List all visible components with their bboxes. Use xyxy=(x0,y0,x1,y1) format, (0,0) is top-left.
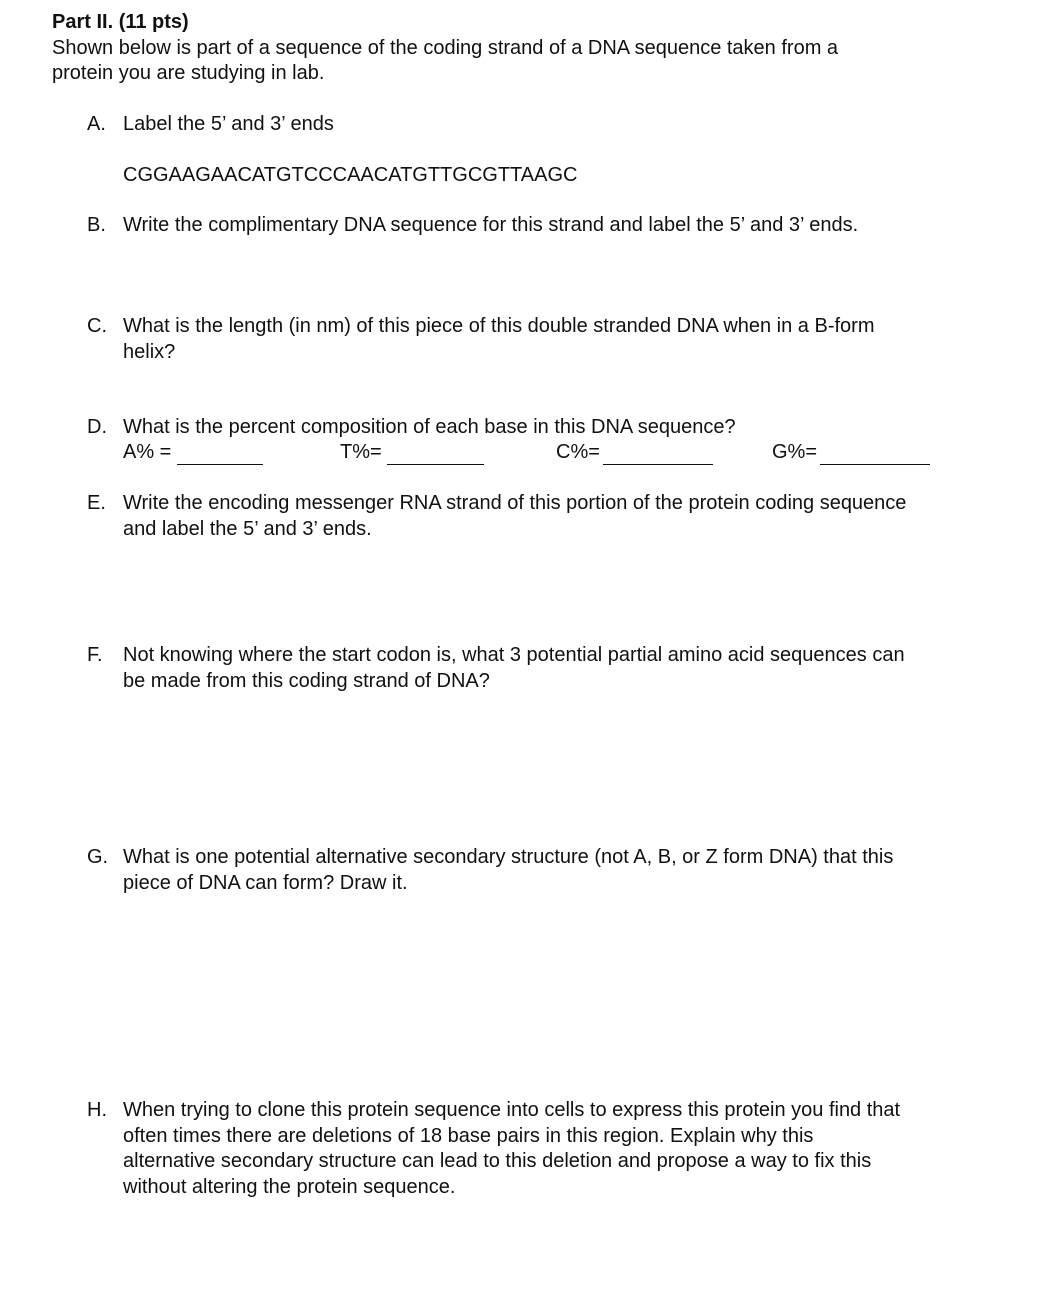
question-a-letter: A. xyxy=(87,113,106,135)
c-percent-blank[interactable] xyxy=(603,464,713,465)
a-percent-label: A% = xyxy=(123,441,172,463)
question-f-line-1: Not knowing where the start codon is, what 3 potential partial amino acid sequences can xyxy=(123,644,905,666)
a-percent-blank[interactable] xyxy=(177,464,263,465)
question-g-letter: G. xyxy=(87,846,109,868)
question-h-letter: H. xyxy=(87,1099,107,1121)
question-c-line-2: helix? xyxy=(123,340,176,363)
question-e-line-2: and label the 5’ and 3’ ends. xyxy=(123,517,372,540)
question-b-text: Write the complimentary DNA sequence for this strand and label the 5’ and 3’ ends. xyxy=(123,214,859,236)
intro-line-2: protein you are studying in lab. xyxy=(52,62,325,84)
g-percent-blank[interactable] xyxy=(820,464,930,465)
question-g-line-2: piece of DNA can form? Draw it. xyxy=(123,871,408,894)
c-percent-label: C%= xyxy=(556,441,600,463)
question-h-line-2: often times there are deletions of 18 base pairs in this region. Explain why this xyxy=(123,1124,814,1147)
intro-line-1: Shown below is part of a sequence of the coding strand of a DNA sequence taken from a xyxy=(52,37,839,59)
question-e-line-1: Write the encoding messenger RNA strand of this portion of the protein coding sequence xyxy=(123,492,907,514)
section-title: Part II. (11 pts) xyxy=(52,11,189,33)
question-h-line-4: without altering the protein sequence. xyxy=(123,1175,456,1198)
g-percent-label: G%= xyxy=(772,441,818,463)
question-a-text: Label the 5’ and 3’ ends xyxy=(123,113,334,135)
question-b-letter: B. xyxy=(87,214,106,236)
question-e-letter: E. xyxy=(87,492,106,514)
question-f-letter: F. xyxy=(87,644,103,666)
question-d-text: What is the percent composition of each base in this DNA sequence? xyxy=(123,416,736,438)
question-d-letter: D. xyxy=(87,416,107,438)
question-f-line-2: be made from this coding strand of DNA? xyxy=(123,669,490,692)
t-percent-blank[interactable] xyxy=(387,464,484,465)
question-h-line-1: When trying to clone this protein sequence into cells to express this protein you find that xyxy=(123,1099,901,1121)
t-percent-label: T%= xyxy=(340,441,382,463)
question-g-line-1: What is one potential alternative secondary structure (not A, B, or Z form DNA) that this xyxy=(123,846,894,868)
question-h-line-3: alternative secondary structure can lead to this deletion and propose a way to fix this xyxy=(123,1150,872,1172)
dna-sequence: CGGAAGAACATGTCCCAACATGTTGCGTTAAGC xyxy=(123,164,578,186)
question-c-line-1: What is the length (in nm) of this piece of this double stranded DNA when in a B-form xyxy=(123,315,875,337)
question-c-letter: C. xyxy=(87,315,107,337)
